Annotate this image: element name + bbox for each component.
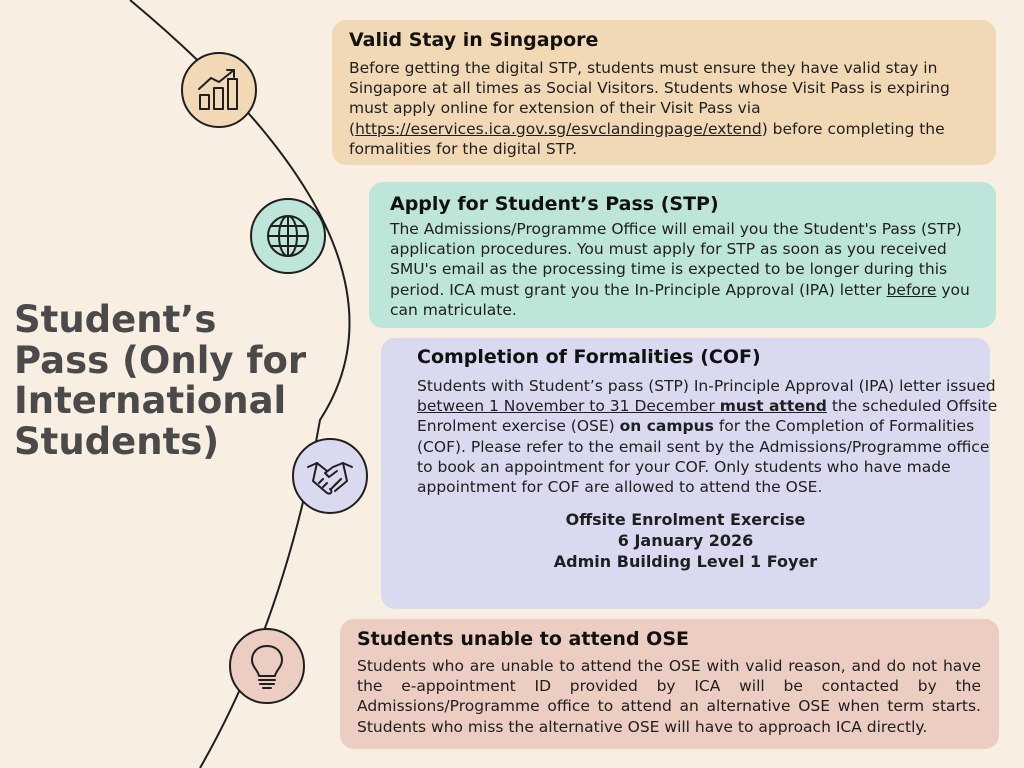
extension-link[interactable]: https://eservices.ica.gov.sg/esvclandingpage/extend (355, 119, 762, 138)
apply-stp-card (369, 182, 996, 328)
apply-stp-text: The Admissions/Programme Office will email you the Student's Pass (STP) application procedures. You must apply for STP as soon as you received SMU's email as the processing time is expected to be longer during this period. ICA must grant you the In-Principle Approval (IPA) letter before you can matriculate. (390, 220, 970, 319)
lightbulb-icon (242, 641, 292, 691)
ose-icon-circle (229, 628, 305, 704)
valid-stay-card (332, 20, 996, 165)
ose-unable-text: Students who are unable to attend the OSE with valid reason, and do not have the e-appointment ID provided by ICA will be contacted by the Admissions/Programme office to attend an alternative OSE when term starts. Students who miss the alternative OSE will have to approach ICA directly. (357, 657, 981, 736)
ose-unable-card (340, 619, 999, 749)
ose-unable-title: Students unable to attend OSE (357, 628, 689, 650)
event-venue: Admin Building Level 1 Foyer (553, 552, 818, 572)
globe-icon (263, 211, 313, 261)
bar-chart-growth-icon (194, 65, 244, 115)
cof-icon-circle (292, 438, 368, 514)
event-name: Offsite Enrolment Exercise (565, 510, 806, 530)
cof-text: Students with Student’s pass (STP) In-Principle Approval (IPA) letter issued between 1 November to 31 December must attend the scheduled Offsite Enrolment exercise (OSE) on campus for the Completion of Formalities (COF). Please refer to the email sent by the Admissions/Programme office to book an appointment for your COF. Only students who have made appointment for COF are allowed to attend the OSE. (417, 377, 998, 497)
ose-event-details (381, 509, 990, 572)
event-date: 6 January 2026 (617, 531, 754, 551)
valid-stay-text: Before getting the digital STP, students must ensure they have valid stay in Singapore at all times as Social Visitors. Students whose Visit Pass is expiring must apply online for extension of their Visit Pass via (https://eservices.ica.gov.sg/esvclandingpage/extend) before completing the formalities for the digital STP. (349, 59, 950, 158)
stp-icon-circle (250, 198, 326, 274)
cof-title: Completion of Formalities (COF) (417, 346, 761, 368)
valid-stay-title: Valid Stay in Singapore (349, 29, 599, 51)
page-title: Student’s Pass (Only for International Students) (14, 298, 307, 463)
handshake-icon (305, 451, 355, 501)
cof-card (381, 338, 998, 609)
apply-stp-title: Apply for Student’s Pass (STP) (390, 193, 719, 215)
stay-icon-circle (181, 52, 257, 128)
